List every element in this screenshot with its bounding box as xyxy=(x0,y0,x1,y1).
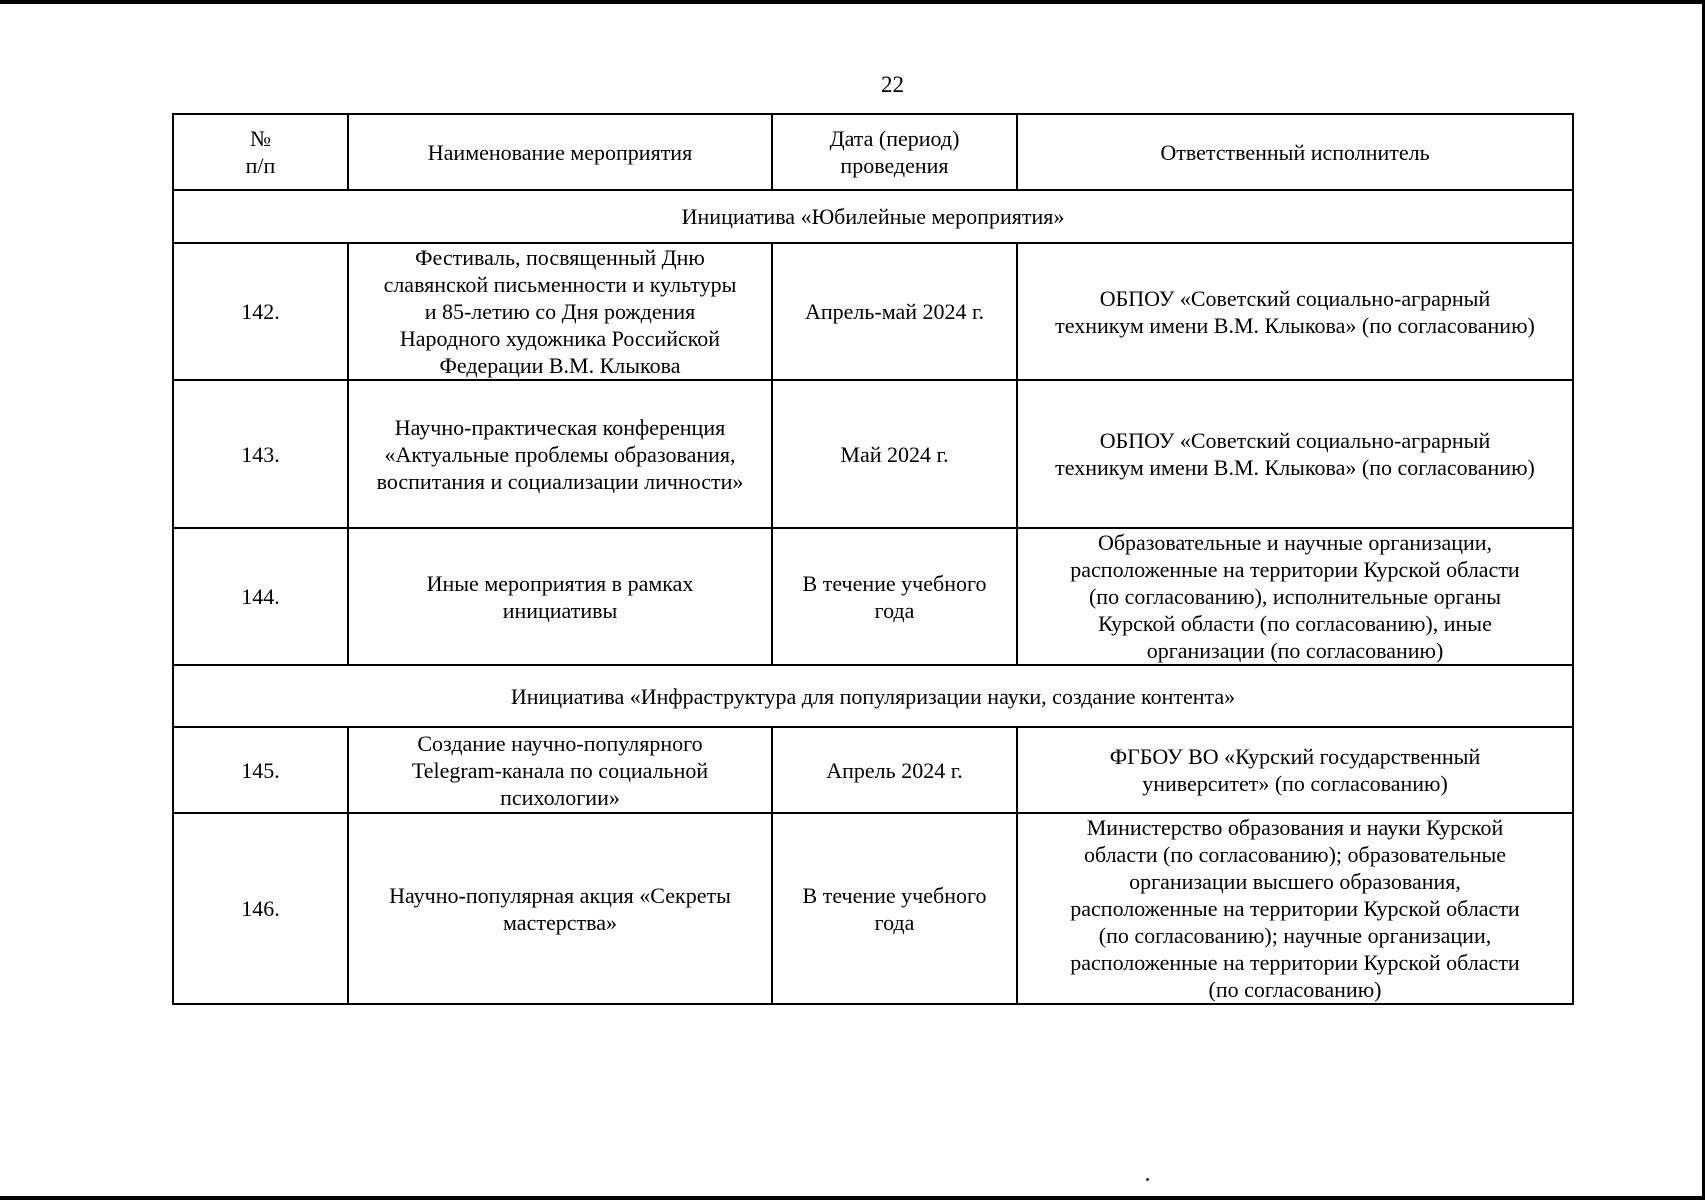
scan-border-bottom xyxy=(0,1196,1705,1200)
section-title: Инициатива «Инфраструктура для популяризации науки, создание контента» xyxy=(173,665,1573,727)
header-date-label: Дата (период) проведения xyxy=(829,126,960,178)
cell-number: 145. xyxy=(173,727,348,813)
table-row xyxy=(173,380,1573,528)
cell-date: Апрель-май 2024 г. xyxy=(772,243,1017,380)
cell-responsible: ОБПОУ «Советский социально-аграрный техникум имени В.М. Клыкова» (по согласованию) xyxy=(1017,380,1573,528)
header-date xyxy=(772,114,1017,190)
cell-date: Апрель 2024 г. xyxy=(772,727,1017,813)
table-row xyxy=(173,243,1573,380)
cell-date: В течение учебного года xyxy=(772,528,1017,665)
cell-name: Фестиваль, посвященный Дню славянской письменности и культуры и 85-летию со Дня рождения Народного художника Российской Федерации В.М. Клыкова xyxy=(348,243,772,380)
header-number-label: № п/п xyxy=(245,126,276,178)
cell-responsible: ОБПОУ «Советский социально-аграрный техникум имени В.М. Клыкова» (по согласованию) xyxy=(1017,243,1573,380)
section-title: Инициатива «Юбилейные мероприятия» xyxy=(173,190,1573,243)
cell-number: 144. xyxy=(173,528,348,665)
table-row xyxy=(173,813,1573,1004)
page-number: 22 xyxy=(881,72,904,97)
scan-border-top xyxy=(0,0,1705,4)
cell-responsible: ФГБОУ ВО «Курский государственный университет» (по согласованию) xyxy=(1017,727,1573,813)
table-row xyxy=(173,727,1573,813)
cell-name: Научно-практическая конференция «Актуальные проблемы образования, воспитания и социализации личности» xyxy=(348,380,772,528)
section-row xyxy=(173,665,1573,727)
cell-name: Научно-популярная акция «Секреты мастерства» xyxy=(348,813,772,1004)
cell-number: 143. xyxy=(173,380,348,528)
scan-artifact-dot xyxy=(1146,1178,1149,1181)
table-row xyxy=(173,528,1573,665)
cell-responsible: Образовательные и научные организации, расположенные на территории Курской области (по согласованию), исполнительные органы Курской области (по согласованию), иные организации (по согласованию) xyxy=(1017,528,1573,665)
cell-date: Май 2024 г. xyxy=(772,380,1017,528)
cell-responsible: Министерство образования и науки Курской области (по согласованию); образовательные организации высшего образования, расположенные на территории Курской области (по согласованию); научные организации, расположенные на территории Курской области (по согласованию) xyxy=(1017,813,1573,1004)
cell-name: Создание научно-популярного Telegram-канала по социальной психологии» xyxy=(348,727,772,813)
table-header-row xyxy=(173,114,1573,190)
cell-date: В течение учебного года xyxy=(772,813,1017,1004)
header-name: Наименование мероприятия xyxy=(348,114,772,190)
cell-number: 146. xyxy=(173,813,348,1004)
cell-name: Иные мероприятия в рамках инициативы xyxy=(348,528,772,665)
header-number xyxy=(173,114,348,190)
section-row xyxy=(173,190,1573,243)
table-body xyxy=(173,190,1573,1004)
events-table xyxy=(172,113,1574,1005)
cell-number: 142. xyxy=(173,243,348,380)
header-responsible: Ответственный исполнитель xyxy=(1017,114,1573,190)
